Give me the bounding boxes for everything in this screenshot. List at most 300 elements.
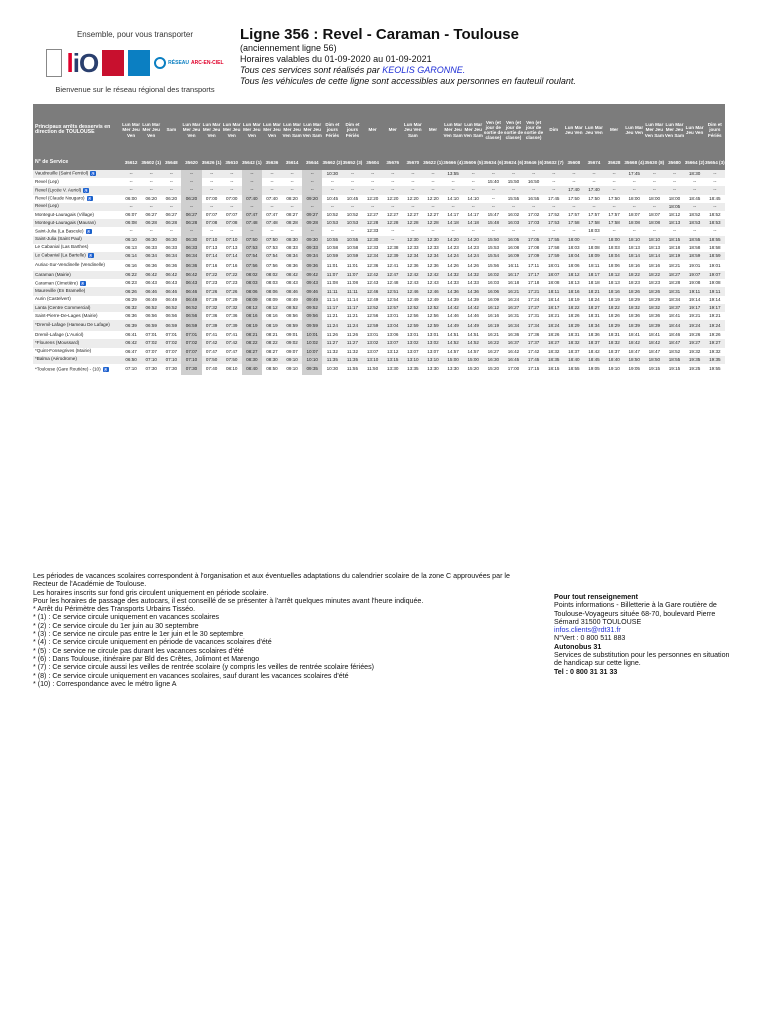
time-cell: 18:46: [664, 331, 684, 339]
time-cell: 08:40: [242, 364, 262, 375]
stop-label: *Toulouse (Gare Routière) - (10): [35, 366, 101, 372]
time-cell: 19:05: [584, 364, 604, 375]
time-cell: --: [403, 227, 423, 235]
time-cell: 09:30: [302, 236, 322, 244]
stop-label: Revel (Lycée V. Auriol): [35, 187, 82, 193]
time-cell: --: [202, 170, 222, 178]
table-row: [33, 260, 725, 271]
time-cell: --: [644, 227, 664, 235]
service-number: 35662 (2): [322, 156, 342, 170]
day-cell: Mer: [383, 104, 403, 156]
time-cell: 14:24: [443, 252, 463, 260]
brand-slogan: Ensemble, pour vous transporter: [76, 30, 194, 39]
lio-logo: liO: [66, 47, 99, 78]
time-cell: --: [644, 186, 664, 194]
time-cell: 06:49: [141, 296, 161, 304]
time-cell: 10:45: [322, 195, 342, 203]
time-cell: 19:17: [685, 304, 705, 312]
time-cell: 13:01: [423, 331, 443, 339]
time-cell: 06:59: [161, 320, 181, 331]
stop-label: Dremil-Lafage (L'Auriol): [35, 331, 84, 337]
time-cell: 18:55: [664, 356, 684, 364]
day-cell: Lun Mar Mer Jeu Ven Sam: [302, 104, 322, 156]
time-cell: 06:33: [161, 244, 181, 252]
time-cell: 19:17: [705, 304, 725, 312]
time-cell: 06:27: [181, 211, 201, 219]
time-cell: --: [644, 178, 664, 186]
time-cell: 06:43: [141, 279, 161, 287]
service-number: 35612: [121, 156, 141, 170]
page-header: [240, 26, 750, 87]
time-cell: 16:21: [503, 287, 523, 295]
time-cell: 17:09: [524, 252, 544, 260]
time-cell: 17:02: [524, 211, 544, 219]
time-cell: 07:50: [222, 356, 242, 364]
time-cell: 18:32: [624, 304, 644, 312]
time-cell: --: [423, 170, 443, 178]
time-cell: 19:26: [685, 331, 705, 339]
table-row: [33, 304, 725, 312]
time-cell: 18:52: [664, 348, 684, 356]
service-row: [33, 156, 725, 170]
time-cell: 18:08: [544, 279, 564, 287]
time-cell: --: [383, 178, 403, 186]
stop-label: Montegut-Lauragais (Village): [35, 211, 94, 217]
reseau-arc-en-ciel-logo: RÉSEAU ARC-EN-CIEL: [154, 57, 223, 69]
time-cell: 09:01: [282, 331, 302, 339]
time-cell: 18:30: [685, 170, 705, 178]
stop-label: *Quint-Fonsegrives (Mairie): [35, 348, 92, 354]
note-line: Les horaires inscrits sur fond gris circulent uniquement en période scolaire.: [33, 588, 269, 597]
table-row: [33, 219, 725, 227]
time-cell: 07:13: [222, 244, 242, 252]
time-cell: 08:03: [242, 279, 262, 287]
time-cell: --: [121, 227, 141, 235]
time-cell: 18:15: [544, 364, 564, 375]
stop-name: [33, 170, 121, 178]
time-cell: 06:29: [121, 296, 141, 304]
time-cell: 06:47: [121, 348, 141, 356]
time-cell: 15:50: [503, 178, 523, 186]
time-cell: 11:21: [342, 312, 362, 320]
time-cell: 17:58: [584, 219, 604, 227]
time-cell: 18:55: [564, 364, 584, 375]
time-cell: 16:02: [503, 211, 523, 219]
time-cell: --: [141, 227, 161, 235]
time-cell: 16:16: [483, 312, 503, 320]
time-cell: 08:21: [242, 331, 262, 339]
note-line: * (8) : Ce service circule uniquement en vacances scolaires, sauf durant les vacances scolaires d'été: [33, 671, 349, 680]
time-cell: 18:50: [624, 356, 644, 364]
time-cell: 18:45: [685, 195, 705, 203]
time-cell: 06:52: [181, 304, 201, 312]
time-cell: 11:08: [342, 279, 362, 287]
time-cell: --: [463, 186, 483, 194]
time-cell: 18:21: [664, 260, 684, 271]
time-cell: 08:22: [242, 339, 262, 347]
time-cell: --: [423, 178, 443, 186]
time-cell: 12:33: [423, 244, 443, 252]
time-cell: 11:08: [322, 279, 342, 287]
time-cell: 07:01: [161, 331, 181, 339]
time-cell: 12:51: [383, 287, 403, 295]
time-cell: --: [242, 203, 262, 211]
service-number: 35670: [403, 156, 423, 170]
time-cell: 18:16: [644, 260, 664, 271]
time-cell: 18:14: [624, 252, 644, 260]
time-cell: 12:27: [363, 211, 383, 219]
reseau-circle-icon: [154, 57, 166, 69]
time-cell: 06:28: [161, 219, 181, 227]
time-cell: 12:48: [383, 279, 403, 287]
time-cell: --: [383, 227, 403, 235]
time-cell: 06:08: [121, 219, 141, 227]
time-cell: 08:46: [282, 287, 302, 295]
time-cell: 06:59: [181, 320, 201, 331]
time-cell: 13:15: [383, 356, 403, 364]
time-cell: 06:07: [121, 211, 141, 219]
service-number: 35644: [302, 156, 322, 170]
time-cell: --: [664, 186, 684, 194]
stop-label: Revel (Lep): [35, 178, 59, 184]
operator-name: KEOLIS GARONNE.: [382, 65, 466, 75]
time-cell: 14:33: [463, 279, 483, 287]
time-cell: 07:30: [161, 364, 181, 375]
time-cell: 18:18: [664, 244, 684, 252]
time-cell: 18:18: [584, 279, 604, 287]
time-cell: 07:01: [141, 331, 161, 339]
time-cell: --: [544, 170, 564, 178]
time-cell: --: [604, 170, 624, 178]
time-cell: 18:26: [644, 287, 664, 295]
table-row: [33, 356, 725, 364]
time-cell: 17:08: [524, 244, 544, 252]
time-cell: 13:01: [403, 331, 423, 339]
note-line: * (10) : Correspondance avec le métro ligne A: [33, 679, 177, 688]
time-cell: --: [584, 178, 604, 186]
time-cell: 12:33: [363, 244, 383, 252]
stop-name: [33, 339, 121, 347]
time-cell: 18:16: [564, 287, 584, 295]
time-cell: 13:10: [403, 356, 423, 364]
time-cell: --: [463, 203, 483, 211]
time-cell: 14:51: [463, 331, 483, 339]
time-cell: --: [282, 203, 302, 211]
time-cell: 18:45: [705, 195, 725, 203]
stop-name: [33, 219, 121, 227]
time-cell: 08:50: [262, 364, 282, 375]
time-cell: 18:26: [604, 312, 624, 320]
day-cell: Lun Mar Mer Jeu Ven Sam: [282, 104, 302, 156]
time-cell: 18:22: [644, 271, 664, 279]
time-cell: --: [705, 186, 725, 194]
time-cell: 06:41: [121, 331, 141, 339]
time-cell: 07:16: [202, 260, 222, 271]
time-cell: 12:28: [403, 219, 423, 227]
time-cell: 06:46: [181, 287, 201, 295]
time-cell: 09:59: [302, 320, 322, 331]
stop-name: [33, 312, 121, 320]
time-cell: 06:49: [181, 296, 201, 304]
contact-phone-vert: N°Vert : 0 800 511 883: [554, 634, 626, 643]
time-cell: --: [322, 178, 342, 186]
time-cell: 18:00: [624, 195, 644, 203]
note-line: * (4) : Ce service circule uniquement en période de vacances scolaires d'été: [33, 638, 272, 647]
time-cell: 18:17: [584, 271, 604, 279]
time-cell: 14:52: [463, 339, 483, 347]
stop-name: [33, 304, 121, 312]
time-cell: 08:27: [262, 348, 282, 356]
table-row: [33, 195, 725, 203]
day-cell: Sam: [161, 104, 181, 156]
table-row: [33, 339, 725, 347]
time-cell: --: [463, 170, 483, 178]
time-cell: 13:04: [383, 320, 403, 331]
stop-label: Auriac-Sur-Vendinelle (Vendinelle): [35, 262, 105, 268]
time-cell: 09:10: [282, 364, 302, 375]
time-cell: 17:57: [564, 211, 584, 219]
stop-name: [33, 227, 121, 235]
time-cell: 18:42: [584, 348, 604, 356]
time-cell: 18:47: [624, 348, 644, 356]
time-cell: 08:56: [282, 312, 302, 320]
time-cell: 06:36: [181, 260, 201, 271]
wheelchair-icon: ♿: [83, 187, 89, 193]
time-cell: --: [544, 227, 564, 235]
stop-label: Maureville (En Bramelle): [35, 288, 86, 294]
time-cell: 06:13: [121, 244, 141, 252]
time-cell: --: [302, 227, 322, 235]
time-cell: 12:59: [423, 320, 443, 331]
time-cell: 08:30: [262, 356, 282, 364]
time-cell: 12:43: [363, 279, 383, 287]
time-cell: 17:45: [524, 356, 544, 364]
time-cell: 18:14: [644, 252, 664, 260]
time-cell: --: [564, 178, 584, 186]
time-cell: 18:29: [624, 296, 644, 304]
time-cell: --: [262, 227, 282, 235]
day-cell: Mer: [423, 104, 443, 156]
note-line: * (2) : Ce service circule du 1er juin au 30 septembre: [33, 621, 199, 630]
time-cell: 06:43: [181, 279, 201, 287]
time-cell: 18:21: [584, 287, 604, 295]
day-cell: Lun Mar Mer Jeu Ven: [262, 104, 282, 156]
autonobus-title: Autonobus 31: [554, 642, 602, 651]
time-cell: 18:39: [624, 320, 644, 331]
time-cell: 18:34: [584, 320, 604, 331]
timetable: [33, 104, 725, 375]
time-cell: 13:30: [443, 364, 463, 375]
time-cell: --: [403, 178, 423, 186]
time-cell: 16:27: [503, 304, 523, 312]
time-cell: --: [483, 227, 503, 235]
day-cell: Ven (et jour de sortie de classe): [483, 104, 503, 156]
time-cell: 08:12: [242, 304, 262, 312]
time-cell: --: [624, 203, 644, 211]
time-cell: --: [222, 170, 242, 178]
time-cell: --: [503, 227, 523, 235]
time-cell: --: [483, 195, 503, 203]
time-cell: 09:20: [302, 195, 322, 203]
time-cell: 13:02: [363, 339, 383, 347]
time-cell: 09:35: [302, 364, 322, 375]
day-cell: Lun Mar Mer Jeu Ven: [202, 104, 222, 156]
time-cell: 09:28: [302, 219, 322, 227]
time-cell: 07:07: [181, 348, 201, 356]
time-cell: 19:01: [705, 260, 725, 271]
time-cell: --: [705, 203, 725, 211]
note-line: * Arrêt du Périmètre des Transports Urbains Tisséo.: [33, 605, 196, 614]
wheelchair-icon: ♿: [103, 366, 109, 372]
time-cell: 12:46: [363, 287, 383, 295]
time-cell: --: [181, 186, 201, 194]
time-cell: 12:52: [363, 304, 383, 312]
time-cell: 18:23: [624, 279, 644, 287]
time-cell: 07:26: [222, 287, 242, 295]
time-cell: 09:49: [302, 296, 322, 304]
time-cell: 19:32: [685, 348, 705, 356]
time-cell: 15:53: [483, 244, 503, 252]
time-cell: 18:13: [644, 244, 664, 252]
time-cell: 19:08: [705, 279, 725, 287]
time-cell: 06:59: [141, 320, 161, 331]
time-cell: 12:30: [363, 236, 383, 244]
time-cell: --: [161, 178, 181, 186]
time-cell: --: [463, 178, 483, 186]
time-cell: 12:20: [423, 195, 443, 203]
time-cell: --: [403, 170, 423, 178]
time-cell: 07:22: [222, 271, 242, 279]
time-cell: 18:01: [544, 260, 564, 271]
contact-email-link[interactable]: infos.clients@rdt31.fr: [554, 626, 621, 635]
time-cell: 18:07: [624, 211, 644, 219]
time-cell: 18:12: [564, 271, 584, 279]
time-cell: 11:27: [322, 339, 342, 347]
time-cell: --: [705, 227, 725, 235]
time-cell: 10:53: [322, 219, 342, 227]
time-cell: 12:57: [383, 304, 403, 312]
autonobus-text: Services de substitution pour les personnes en situation de handicap sur cette ligne.: [554, 651, 730, 668]
time-cell: 18:04: [604, 252, 624, 260]
time-cell: 19:24: [705, 320, 725, 331]
time-cell: 09:34: [302, 252, 322, 260]
time-cell: 14:32: [463, 271, 483, 279]
time-cell: 16:21: [483, 331, 503, 339]
time-cell: 14:57: [463, 348, 483, 356]
time-cell: --: [302, 203, 322, 211]
time-cell: 16:11: [503, 260, 523, 271]
time-cell: 08:10: [222, 364, 242, 375]
time-cell: 17:42: [524, 348, 544, 356]
service-number: 35642 (1): [242, 156, 262, 170]
time-cell: 19:11: [705, 287, 725, 295]
time-cell: 11:07: [342, 271, 362, 279]
time-cell: --: [202, 186, 222, 194]
time-cell: 12:27: [423, 211, 443, 219]
time-cell: 15:48: [483, 219, 503, 227]
service-number: 35628: [604, 156, 624, 170]
table-row: [33, 178, 725, 186]
time-cell: 15:47: [483, 211, 503, 219]
time-cell: 13:01: [383, 312, 403, 320]
time-cell: --: [664, 170, 684, 178]
time-cell: 06:36: [141, 260, 161, 271]
stop-label: Aurin (Castelvert): [35, 296, 71, 302]
day-cell: Lun Mar Mer Jeu Ven Sam: [463, 104, 483, 156]
time-cell: --: [664, 178, 684, 186]
time-cell: --: [443, 178, 463, 186]
time-cell: 18:05: [664, 203, 684, 211]
occitanie-logo: [102, 50, 124, 76]
time-cell: 12:52: [423, 304, 443, 312]
time-cell: 18:35: [544, 356, 564, 364]
time-cell: --: [282, 186, 302, 194]
day-cell: Mer: [363, 104, 383, 156]
time-cell: 06:23: [121, 279, 141, 287]
time-cell: 14:10: [443, 195, 463, 203]
time-cell: --: [524, 203, 544, 211]
time-cell: 13:30: [383, 364, 403, 375]
time-cell: --: [342, 203, 362, 211]
service-number: 35668 (4): [624, 156, 644, 170]
time-cell: 06:42: [181, 271, 201, 279]
time-cell: 07:02: [161, 339, 181, 347]
time-cell: 17:58: [544, 244, 564, 252]
time-cell: 18:58: [685, 244, 705, 252]
time-cell: --: [423, 186, 443, 194]
stop-label: Vaudreuille (Saint Ferréol): [35, 171, 89, 177]
time-cell: 11:24: [342, 320, 362, 331]
time-cell: 18:24: [584, 296, 604, 304]
time-cell: 14:33: [443, 279, 463, 287]
day-cell: Lun Mar Mer Jeu Ven: [222, 104, 242, 156]
time-cell: --: [242, 227, 262, 235]
time-cell: 11:07: [322, 271, 342, 279]
time-cell: 06:10: [121, 236, 141, 244]
time-cell: 07:23: [202, 279, 222, 287]
time-cell: 10:45: [342, 195, 362, 203]
time-cell: 11:32: [342, 348, 362, 356]
time-cell: 19:05: [624, 364, 644, 375]
time-cell: 07:36: [202, 312, 222, 320]
stop-name: [33, 348, 121, 356]
time-cell: 08:27: [282, 211, 302, 219]
time-cell: 18:07: [544, 271, 564, 279]
time-cell: 14:10: [463, 195, 483, 203]
time-cell: 06:20: [161, 195, 181, 203]
service-number: 35630 (8): [644, 156, 664, 170]
time-cell: 18:17: [544, 304, 564, 312]
time-cell: 11:11: [322, 287, 342, 295]
time-cell: 18:13: [604, 279, 624, 287]
time-cell: 18:13: [564, 279, 584, 287]
time-cell: --: [222, 227, 242, 235]
time-cell: 18:03: [584, 227, 604, 235]
time-cell: 08:30: [282, 236, 302, 244]
time-cell: 18:28: [664, 279, 684, 287]
time-cell: --: [262, 170, 282, 178]
time-cell: 18:58: [705, 244, 725, 252]
time-cell: 12:49: [363, 296, 383, 304]
time-cell: --: [262, 178, 282, 186]
time-cell: 07:30: [181, 364, 201, 375]
stop-name: [33, 252, 121, 260]
time-cell: 06:39: [121, 320, 141, 331]
time-cell: 10:58: [342, 244, 362, 252]
time-cell: --: [363, 170, 383, 178]
day-cell: Lun Mar Mer Jeu Ven: [121, 104, 141, 156]
time-cell: --: [503, 203, 523, 211]
